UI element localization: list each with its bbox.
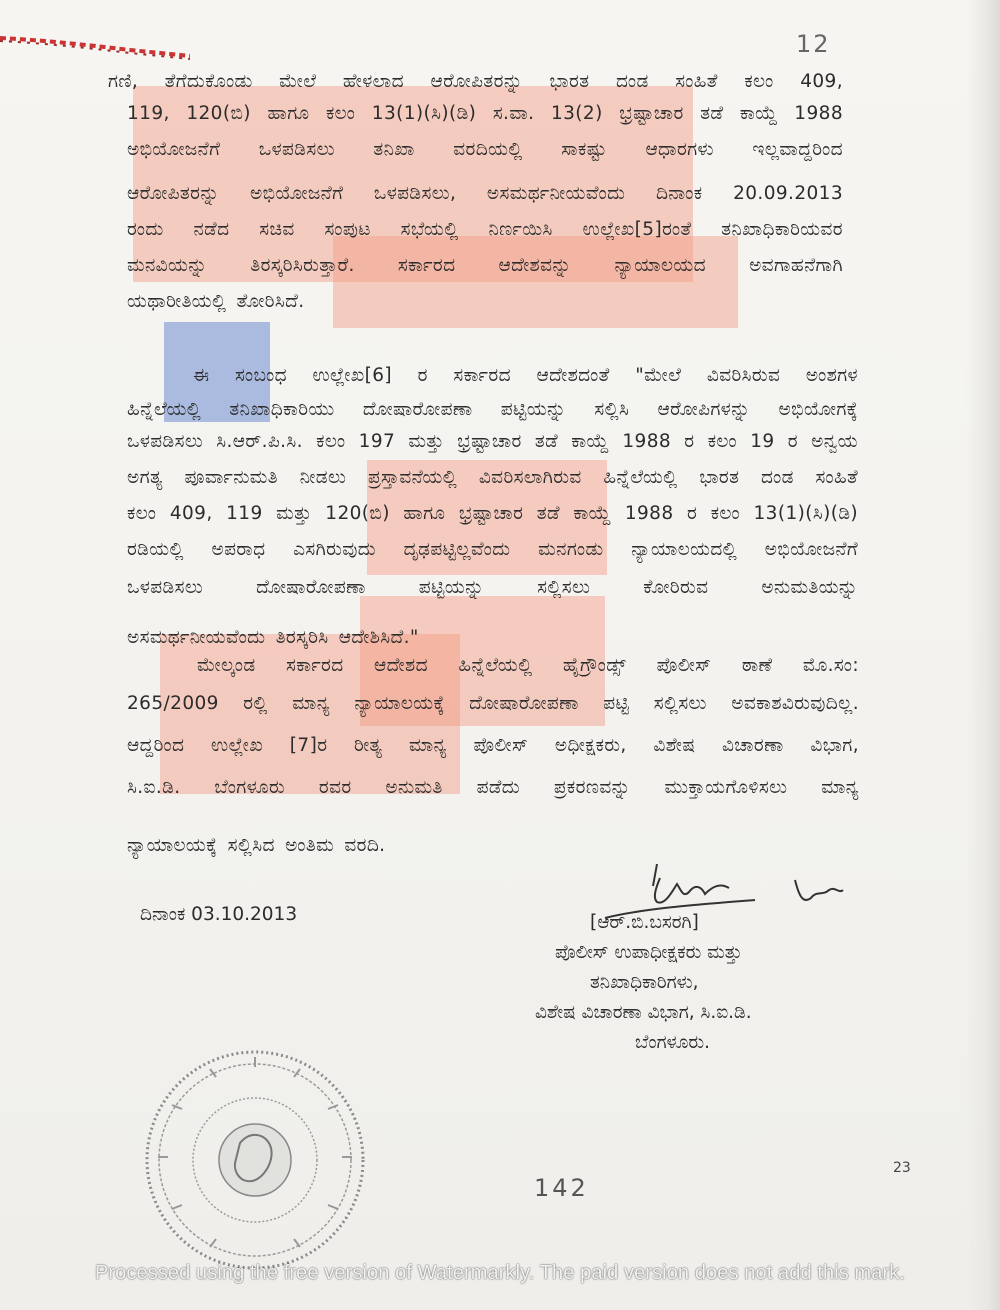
signatory-department: ವಿಶೇಷ ವಿಚಾರಣಾ ವಿಭಾಗ, ಸಿ.ಐ.ಡಿ.: [535, 1002, 752, 1023]
para3-line-2: 265/2009 ರಲ್ಲಿ ಮಾನ್ಯ ನ್ಯಾಯಾಲಯಕ್ಕೆ ದೋಷಾರೋಪಣಾ ಪಟ್ಟಿ ಸಲ್ಲಿಸಲು ಅವಕಾಶವಿರುವುದಿಲ್ಲ.: [127, 693, 859, 714]
signatory-name: [ಆರ್.ಬಿ.ಬಸರಗಿ]: [590, 912, 699, 933]
para3-line-5: ನ್ಯಾಯಾಲಯಕ್ಕೆ ಸಲ್ಲಿಸಿದ ಅಂತಿಮ ವರದಿ.: [127, 835, 386, 856]
binding-string: [0, 30, 190, 60]
para2-line-2: ಹಿನ್ನೆಲೆಯಲ್ಲಿ ತನಿಖಾಧಿಕಾರಿಯು ದೋಷಾರೋಪಣಾ ಪಟ್ಟಿಯನ್ನು ಸಲ್ಲಿಸಿ ಆರೋಪಿಗಳನ್ನು ಅಭಿಯೋಗಕ್ಕೆ: [127, 399, 858, 420]
para2-line-3: ಒಳಪಡಿಸಲು ಸಿ.ಆರ್.ಪಿ.ಸಿ. ಕಲಂ 197 ಮತ್ತು ಭ್ರಷ್ಟಾಚಾರ ತಡೆ ಕಾಯ್ದೆ 1988 ರ ಕಲಂ 19 ರ ಅನ್ವಯ: [127, 431, 858, 452]
para1-line-5: ರಂದು ನಡೆದ ಸಚಿವ ಸಂಪುಟ ಸಭೆಯಲ್ಲಿ ನಿರ್ಣಯಿಸಿ ಉಲ್ಲೇಖ[5]ರಂತೆ ತನಿಖಾಧಿಕಾರಿಯವರ: [127, 219, 843, 240]
para1-line-4: ಆರೋಪಿತರನ್ನು ಅಭಿಯೋಜನೆಗೆ ಒಳಪಡಿಸಲು, ಅಸಮರ್ಥನೀಯವೆಂದು ದಿನಾಂಕ 20.09.2013: [127, 183, 843, 204]
page-number-bottom: 23: [893, 1160, 911, 1176]
watermark-text: Processed using the free version of Watermarkly. The paid version does not add this mark.: [94, 1262, 906, 1284]
para2-line-6: ರಡಿಯಲ್ಲಿ ಅಪರಾಧ ಎಸಗಿರುವುದು ದೃಢಪಟ್ಟಿಲ್ಲವೆಂದು ಮನಗಂಡು ನ್ಯಾಯಾಲಯದಲ್ಲಿ ಅಭಿಯೋಜನೆಗೆ: [127, 539, 858, 560]
para2-line-5: ಕಲಂ 409, 119 ಮತ್ತು 120(ಬಿ) ಹಾಗೂ ಭ್ರಷ್ಟಾಚಾರ ತಡೆ ಕಾಯ್ದೆ 1988 ರ ಕಲಂ 13(1)(ಸಿ)(ಡಿ): [127, 503, 858, 524]
para1-line-2: 119, 120(ಬಿ) ಹಾಗೂ ಕಲಂ 13(1)(ಸಿ)(ಡಿ) ಸ.ವಾ. 13(2) ಭ್ರಷ್ಟಾಚಾರ ತಡೆ ಕಾಯ್ದೆ 1988: [127, 103, 843, 124]
page-number-center: 142: [534, 1174, 589, 1202]
document-date: ದಿನಾಂಕ 03.10.2013: [140, 904, 298, 925]
signatory-block: [520, 908, 840, 1058]
para3-line-1: ಮೇಲ್ಕಂಡ ಸರ್ಕಾರದ ಆದೇಶದ ಹಿನ್ನೆಲೆಯಲ್ಲಿ ಹೈಗ್ರೌಂಡ್ಸ್ ಪೊಲೀಸ್ ಠಾಣೆ ಮೊ.ಸಂ:: [197, 655, 859, 676]
para1-line-1: ಗಣಿ, ತೆಗೆದುಕೊಂಡು ಮೇಲೆ ಹೇಳಲಾದ ಆರೋಪಿತರನ್ನು ಭಾರತ ದಂಡ ಸಂಹಿತೆ ಕಲಂ 409,: [108, 71, 843, 92]
para1-line-3: ಅಭಿಯೋಜನೆಗೆ ಒಳಪಡಿಸಲು ತನಿಖಾ ವರದಿಯಲ್ಲಿ ಸಾಕಷ್ಟು ಆಧಾರಗಳು ಇಲ್ಲವಾದ್ದರಿಂದ: [127, 139, 843, 160]
para1-line-7: ಯಥಾರೀತಿಯಲ್ಲಿ ತೋರಿಸಿದೆ.: [127, 291, 305, 312]
highlight-block-2: [333, 236, 738, 328]
para2-line-8: ಅಸಮರ್ಥನೀಯವೆಂದು ತಿರಸ್ಕರಿಸಿ ಆದೇಶಿಸಿದೆ.": [127, 627, 419, 648]
para2-line-1: ಈ ಸಂಬಂಧ ಉಲ್ಲೇಖ[6] ರ ಸರ್ಕಾರದ ಆದೇಶದಂತೆ "ಮೇಲೆ ವಿವರಿಸಿರುವ ಅಂಶಗಳ: [193, 365, 858, 386]
para2-line-4: ಅಗತ್ಯ ಪೂರ್ವಾನುಮತಿ ನೀಡಲು ಪ್ರಸ್ತಾವನೆಯಲ್ಲಿ ವಿವರಿಸಲಾಗಿರುವ ಹಿನ್ನೆಲೆಯಲ್ಲಿ ಭಾರತ ದಂಡ ಸಂಹಿತೆ: [127, 467, 858, 488]
para3-line-3: ಆದ್ದರಿಂದ ಉಲ್ಲೇಖ [7]ರ ರೀತ್ಯ ಮಾನ್ಯ ಪೊಲೀಸ್ ಅಧೀಕ್ಷಕರು, ವಿಶೇಷ ವಿಚಾರಣಾ ವಿಭಾಗ,: [127, 735, 859, 756]
para1-line-6: ಮನವಿಯನ್ನು ತಿರಸ್ಕರಿಸಿರುತ್ತಾರೆ. ಸರ್ಕಾರದ ಆದೇಶವನ್ನು ನ್ಯಾಯಾಲಯದ ಅವಗಾಹನೆಗಾಗಿ: [127, 255, 843, 276]
signatory-designation: ಪೊಲೀಸ್ ಉಪಾಧೀಕ್ಷಕರು ಮತ್ತು: [555, 942, 743, 963]
para2-line-7: ಒಳಪಡಿಸಲು ದೋಷಾರೋಪಣಾ ಪಟ್ಟಿಯನ್ನು ಸಲ್ಲಿಸಲು ಕೋರಿರುವ ಅನುಮತಿಯನ್ನು: [127, 577, 858, 598]
official-seal-stamp: [140, 1045, 370, 1275]
page-edge-shadow: [966, 0, 1000, 1310]
para3-line-4: ಸಿ.ಐ.ಡಿ. ಬೆಂಗಳೂರು ರವರ ಅನುಮತಿ ಪಡೆದು ಪ್ರಕರಣವನ್ನು ಮುಕ್ತಾಯಗೊಳಿಸಲು ಮಾನ್ಯ: [127, 777, 859, 798]
signatory-city: ಬೆಂಗಳೂರು.: [635, 1032, 710, 1053]
page-number-top: 12: [796, 30, 831, 58]
signatory-role: ತನಿಖಾಧಿಕಾರಿಗಳು,: [590, 972, 699, 993]
